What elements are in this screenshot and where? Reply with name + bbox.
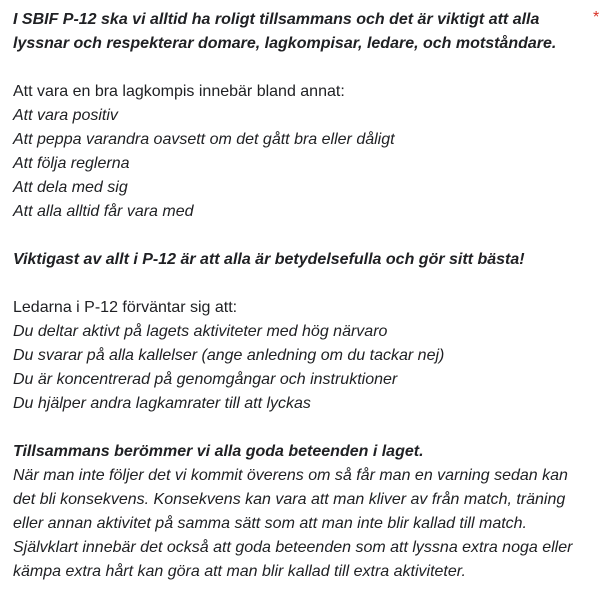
spacer xyxy=(13,416,587,440)
consequence-text: När man inte följer det vi kommit överens om så får man en varning sedan kan det bli konsekvens. Konsekvens kan vara att man kliver av från match, träning eller annan aktivitet på samma sätt som att man inte blir kallad till match. Självklart innebär det också att goda beteenden som att lyssna extra noga eller kämpa extra hårt kan göra att man blir kallad till extra aktiviteter. xyxy=(13,467,573,580)
leaders-item: Du är koncentrerad på genomgångar och instruktioner xyxy=(13,371,398,388)
teammate-item: Att följa reglerna xyxy=(13,155,130,172)
spacer xyxy=(13,56,587,80)
required-asterisk: * xyxy=(593,9,600,26)
spacer xyxy=(13,224,587,248)
leaders-item: Du svarar på alla kallelser (ange anledning om du tackar nej) xyxy=(13,347,445,364)
together-heading: Tillsammans berömmer vi alla goda beteenden i laget. xyxy=(13,443,424,460)
most-important-text: Viktigast av allt i P-12 är att alla är betydelsefulla och gör sitt bästa! xyxy=(13,251,525,268)
leaders-item: Du deltar aktivt på lagets aktiviteter med hög närvaro xyxy=(13,323,388,340)
leaders-heading: Ledarna i P-12 förväntar sig att: xyxy=(13,299,238,316)
teammate-item: Att dela med sig xyxy=(13,179,128,196)
teammate-item: Att vara positiv xyxy=(13,107,118,124)
teammate-item: Att peppa varandra oavsett om det gått bra eller dåligt xyxy=(13,131,395,148)
question-description xyxy=(13,8,587,584)
leaders-item: Du hjälper andra lagkamrater till att lyckas xyxy=(13,395,311,412)
intro-text: I SBIF P-12 ska vi alltid ha roligt tillsammans och det är viktigt att alla lyssnar och respekterar domare, lagkompisar, ledare, och motståndare. xyxy=(13,11,557,52)
spacer xyxy=(13,272,587,296)
teammate-item: Att alla alltid får vara med xyxy=(13,203,194,220)
teammate-heading: Att vara en bra lagkompis innebär bland annat: xyxy=(13,83,345,100)
